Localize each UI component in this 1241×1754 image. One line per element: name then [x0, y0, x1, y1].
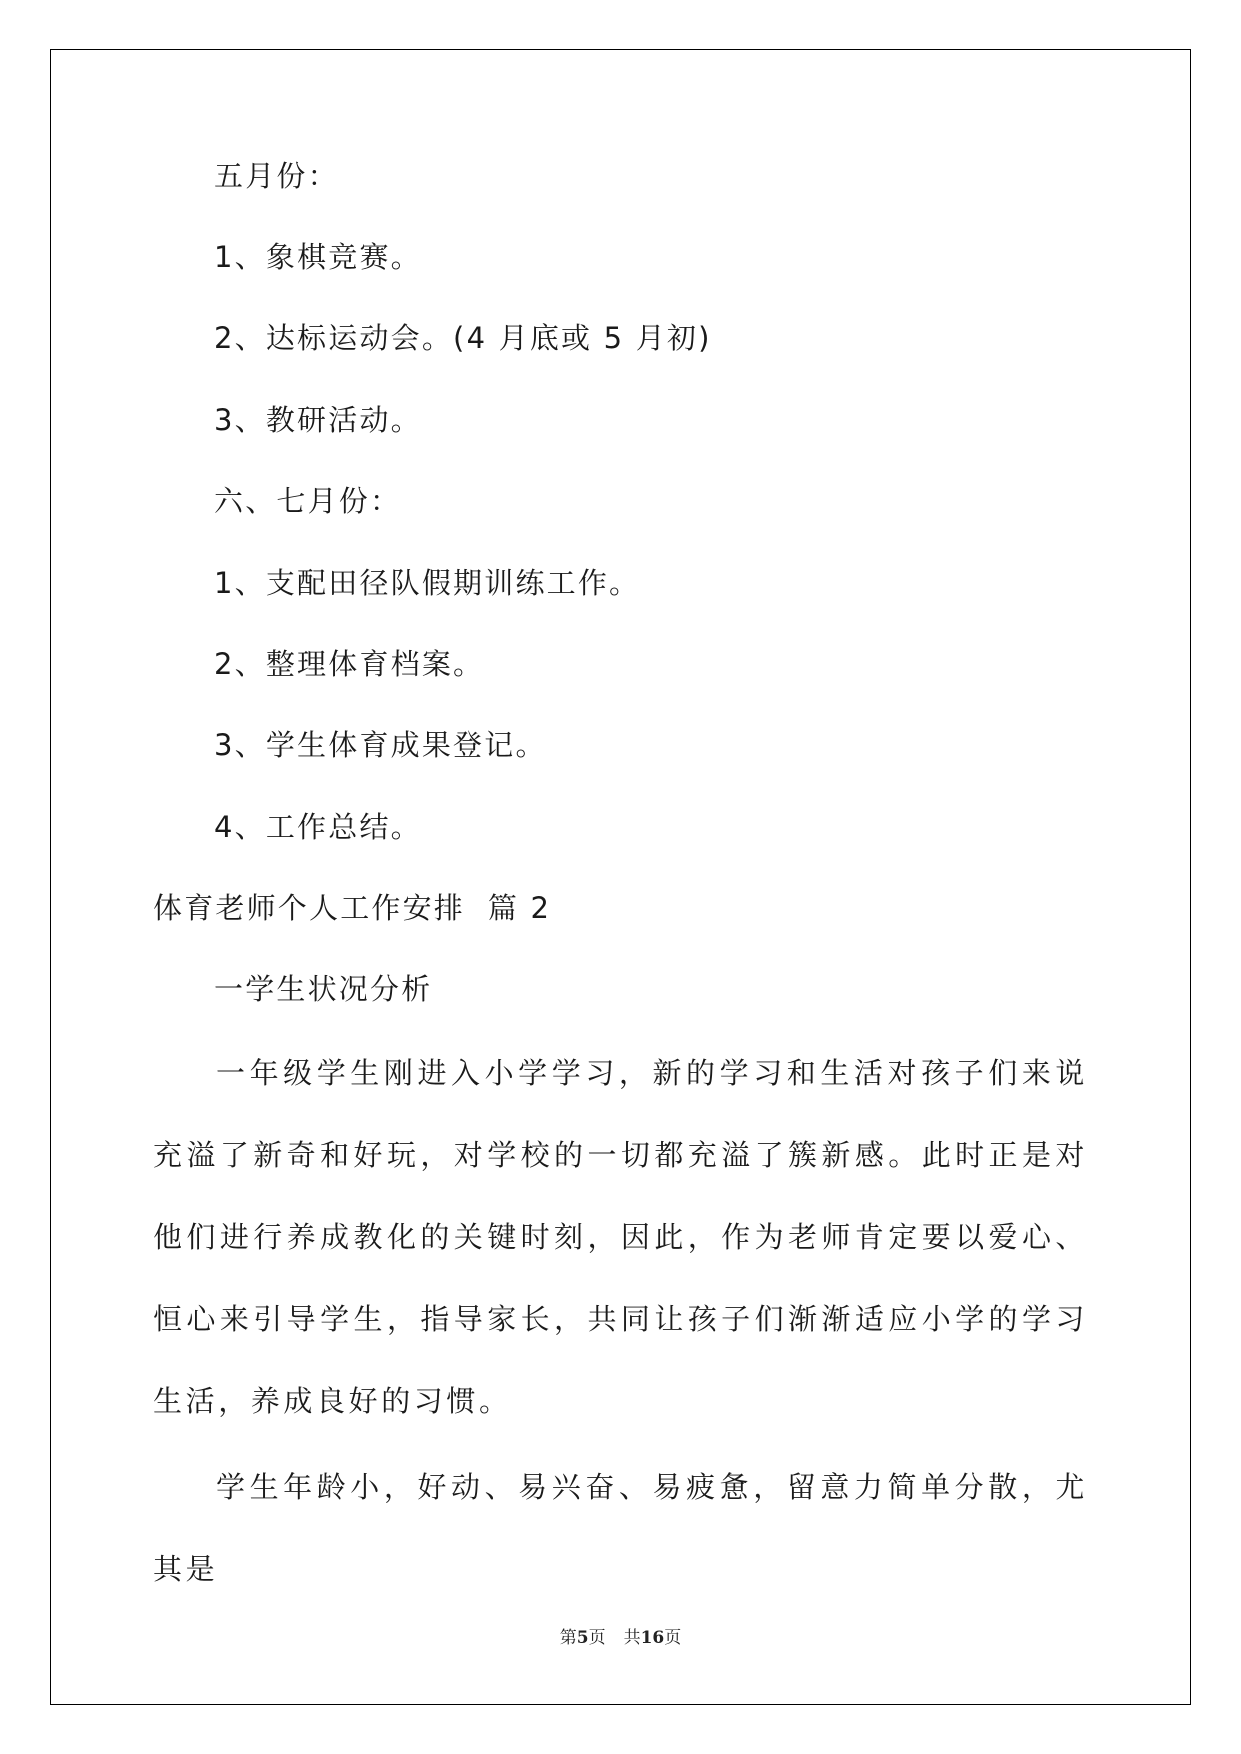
body-paragraph: 一年级学生刚进入小学学习，新的学习和生活对孩子们来说充溢了新奇和好玩，对学校的一切都充溢了簇新感。此时正是对他们进行养成教化的关键时刻，因此，作为老师肯定要以爱心、恒心来引导学生，指导家长，共同让孩子们渐渐适应小学的学习生活，养成良好的习惯。 [153, 1056, 1088, 1418]
body-paragraph: 学生年龄小，好动、易兴奋、易疲惫，留意力简单分散，尤其是 [153, 1470, 1088, 1586]
footer-total-prefix: 共 [623, 1628, 641, 1648]
total-pages: 16 [640, 1628, 665, 1648]
list-item: 六、七月份： [214, 484, 402, 518]
list-item: 1、象棋竞赛。 [214, 240, 422, 274]
list-item: 2、整理体育档案。 [214, 647, 485, 681]
list-item: 1、支配田径队假期训练工作。 [214, 566, 641, 600]
list-item: 2、达标运动会。(4 月底或 5 月初) [214, 321, 712, 355]
subheading: 一学生状况分析 [214, 972, 433, 1006]
page-number: 5 [576, 1628, 589, 1648]
list-item: 4、工作总结。 [214, 810, 422, 844]
list-item: 3、教研活动。 [214, 403, 422, 437]
footer-page-label: 页 [588, 1628, 606, 1648]
footer-prefix: 第 [559, 1628, 577, 1648]
section-title: 体育老师个人工作安排 篇 2 [153, 891, 552, 925]
page-footer [0, 1627, 1241, 1649]
list-item: 3、学生体育成果登记。 [214, 728, 547, 762]
footer-suffix: 页 [664, 1628, 682, 1648]
list-item: 五月份： [214, 159, 339, 193]
